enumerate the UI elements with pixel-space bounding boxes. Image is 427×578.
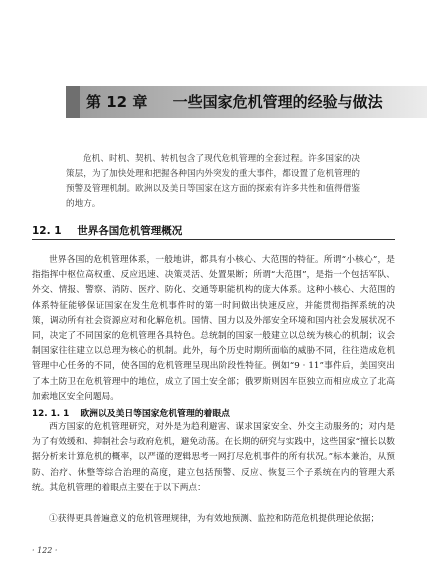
body-paragraph-2: 西方国家的危机管理研究，对外是为趋利避害、谋求国家安全、外交主动服务的；对内是为了有效缓和、抑制社会与政府危机，避免动荡。在长期的研究与实践中，这些国家“擅长以数据分析来计算危机的概率，以严谨的逻辑思考一网打尽危机事件的所有状况。”标本兼治，从预防、治疗、休整等综合治理的高度，建立包括预警、反应、恢复三个子系统在内的管理大系统。其危机管理的着眼点主要在于以下两点： xyxy=(32,422,395,493)
subsection-number: 12. 1. 1 xyxy=(32,409,70,419)
section-title: 世界各国危机管理概况 xyxy=(77,225,183,237)
chapter-intro: 危机、时机、契机、转机包含了现代危机管理的全套过程。许多国家的决策层，为了加快处理和把握各种国内外突发的重大事件，都设置了危机管理的预警及管理机制。欧洲以及美日等国家在这方面的探索有许多共性和值得借鉴的地方。 xyxy=(66,154,360,209)
subsection-title: 欧洲以及美日等国家危机管理的着眼点 xyxy=(80,409,230,419)
section-number: 12. 1 xyxy=(32,225,62,237)
chapter-title xyxy=(86,91,383,112)
body-paragraph-1: 世界各国的危机管理体系，一般地讲，都具有小核心、大范围的特征。所谓“小核心”，是指指挥中枢位高权重、反应迅速、决策灵活、处置果断；所谓“大范围”，是指一个包括军队、外交、情报、警察、消防、医疗、防化、交通等职能机构的庞大体系。这种小核心、大范围的体系特征能够保证国家在发生危机事件时的第一时间做出快速反应，并能贯彻指挥系统的决策，调动所有社会资源应对和化解危机。国情、国力以及外部安全环境和国内社会发展状况不同，决定了不同国家的危机管理各具特色。总统制的国家一般建立以总统为核心的机制；议会制国家往往建立以总理为核心的机制。此外，每个历史时期所面临的威胁不同，往往造成危机管理中心任务的不同，使各国的危机管理呈现出阶段性特征。例如“9 · 11”事件后，美国突出了本土防卫在危机管理中的地位，成立了国土安全部；俄罗斯则因车臣独立而相应成立了北高加索地区安全问题局。 xyxy=(32,255,395,402)
chapter-title-text: 一些国家危机管理的经验与做法 xyxy=(172,93,383,111)
section-divider xyxy=(32,239,395,240)
chapter-banner-accent xyxy=(66,86,80,118)
page-number: · 122 · xyxy=(32,546,58,555)
body-paragraph-3: ①获得更具普遍意义的危机管理规律，为有效地预测、监控和防范危机提供理论依据； xyxy=(49,514,380,524)
chapter-number: 第 12 章 xyxy=(86,93,148,111)
section-heading xyxy=(32,223,182,238)
subsection-heading xyxy=(32,406,230,419)
